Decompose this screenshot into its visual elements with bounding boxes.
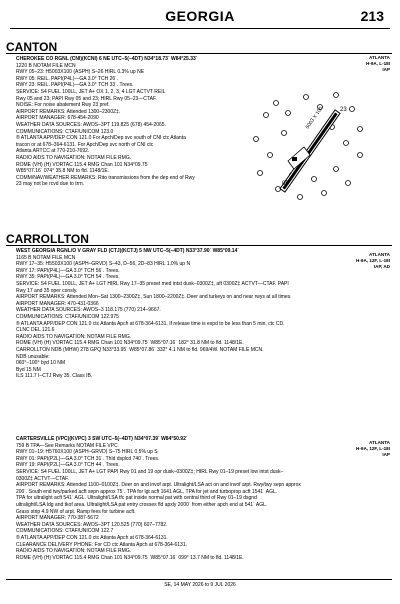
canton-line: 23 may not be rcvd due to trrn.	[16, 181, 85, 188]
carrollton-line: 1165 B NOTAM FILE MCN	[16, 254, 76, 261]
cartersville-line: ultralight/LSA ldg and tkof area. Ultralight/LSA pat entry crosses fld apxly 2000´ from either apch end at 541´ AGL.	[16, 501, 268, 508]
carrollton-line: RWY 35: PAPI(P4L)—GA 3.0° TCH 54´. Trees.	[16, 274, 120, 281]
cartersville-line: AIRPORT MANAGER: 770-387-5672	[16, 515, 99, 522]
cartersville-line: 0300Z‡ ACTVT—CTAF.	[16, 475, 69, 482]
carrollton-line: RWY 17–35: H5503X100 (ASPH–GRVD) S–43, D–56, 2D–83 HIRL 1.0% up N	[16, 261, 191, 268]
canton-line: RWY 23: REIL. PAPI(P4L)—GA 3.0° TCH 33´. Trees.	[16, 82, 134, 89]
canton-line: SERVICE: S4 FUEL 100LL, JET A+ OX 1, 2, 3, 4 LGT ACTVT REIL	[16, 88, 166, 95]
canton-line: 1220 B NOTAM FILE MCN	[16, 62, 76, 69]
canton-line: ROME (VH) (H) VORTAC 115.4 RMG Chan 101 N34°09.75´	[16, 161, 150, 168]
canton-line: tracon or at 678–364-6131. For Apch/Dep svc north of CNI ctc	[16, 141, 154, 148]
carrollton-line: Byd 15 NM	[16, 366, 41, 373]
effective-dates: SE, 14 MAY 2026 to 9 JUL 2026	[164, 582, 236, 588]
airport-entry-cherokee	[16, 56, 248, 188]
carrollton-line: Rwy 17 and 35 oper consly.	[16, 287, 78, 294]
canton-line: ® ATLANTA APP/DEP CON 121.0 For Apch/Dep svc south of CNI ctc Atlanta	[16, 135, 186, 142]
canton-line: COMMUNICATIONS: CTAF/UNICOM 123.0	[16, 128, 114, 135]
carrollton-line: WEATHER DATA SOURCES: AWOS–3 118.175 (770) 214–9667.	[16, 307, 161, 314]
cartersville-line: CARTERSVILLE (VPC)(KVPC) 3 SW UTC–5(–4DT) N34°07.39´ W84°50.92´	[16, 436, 188, 442]
carrollton-line: WEST GEORGIA RGNL/O V GRAY FLD (CTJ)(KCTJ) 5 NW UTC–5(–4DT) N33°37.90´ W85°09.14´	[16, 248, 240, 254]
cartersville-line: RADIO AIDS TO NAVIGATION: NOTAM FILE RMG.	[16, 548, 132, 555]
cartersville-line: ROME (VH) (H) VORTAC 115.4 RMG Chan 101 N34°09.75´ W85°07.16´ 099° 13.7 NM to fld. 1148/1E.	[16, 554, 244, 561]
cartersville-line: TPA for ultralight acft 541´ AGL. Ultralight/LSA tfc pat inside normal pat with central third of Rwy 01–19 dsgnd	[16, 495, 257, 502]
city-heading-canton: CANTON	[6, 40, 58, 54]
canton-line: NOISE: For noise abatement Rwy 23 pref.	[16, 102, 110, 109]
airport-entry-west-georgia	[16, 248, 366, 380]
canton-region-block	[366, 55, 390, 73]
carrollton-line: SERVICE: S4 FUEL 100LL, JET A+ LGT HIRL Rwy 17–35 preset med intst dusk–0300Z‡, aft 0300Z‡ ACTVT—CTAF. PAPI	[16, 280, 289, 287]
canton-line: W85°07.16´ 074° 35.8 NM to fld. 1148/1E.	[16, 168, 110, 175]
carrollton-line: ROME (VH) (H) VORTAC 115.4 RMG Chan 101 N34°09.75´ W85°07.16´ 182° 31.8 NM to fld. 1148/1E.	[16, 340, 244, 347]
canton-line: AIRPORT REMARKS: Attended 1300–2300Z‡.	[16, 108, 121, 115]
carrollton-region: ATLANTA	[368, 252, 390, 257]
cartersville-line: RWY 19: PAPI(P2L)—GA 3.0° TCH 44´. Trees.	[16, 462, 120, 469]
canton-region: ATLANTA	[368, 55, 390, 60]
carrollton-line: CLNC DEL 121.6	[16, 327, 55, 334]
canton-line: Rwy 05 and 23; PAPI Rwy 05 and 23; HIRL Rwy 05–23—CTAF.	[16, 95, 157, 102]
carrollton-chart: H-9A, 12F, L-18I	[356, 258, 390, 263]
canton-chart: H-9A, L-18I	[366, 61, 390, 66]
page-number: 213	[360, 8, 384, 24]
carrollton-line: RWY 17: PAPI(P4L)—GA 3.0° TCH 56´. Trees.	[16, 267, 120, 274]
cartersville-line: 759 B TPA—See Remarks NOTAM FILE VPC	[16, 442, 118, 449]
canton-line: RWY 05–23: H5003X100 (ASPH) S–26 HIRL 0.3% up NE	[16, 69, 145, 76]
canton-proc: IAP	[382, 67, 390, 72]
runway-dimensions: 5003 X 100	[304, 105, 325, 131]
header-rule	[10, 28, 390, 29]
cartersville-line: WEATHER DATA SOURCES: AWOS–3PT 120.525 (770) 607–7782.	[16, 521, 168, 528]
canton-line: WEATHER DATA SOURCES: AWOS–3PT 119.825 (678) 454-2065.	[16, 121, 166, 128]
carrollton-line: RADIO AIDS TO NAVIGATION: NOTAM FILE RMG.	[16, 333, 132, 340]
runway-label-05: 05	[282, 181, 289, 187]
cartersville-line: AIRPORT REMARKS: Attended 1100–0100Z‡. Deer on and invof arpt. Ultralight/LSA act on and invof arpt. Rwy/twy sepn approx	[16, 482, 301, 489]
cartersville-line: RWY 01–19: H5760X100 (ASPH–GRVD) S–75 HIRL 0.5% up S	[16, 449, 158, 456]
carrollton-line: AIRPORT REMARKS: Attended Mon–Sat 1300–2300Z‡, Sun 1800–2200Z‡. Deer and turkeys on and near rwys at all times.	[16, 294, 292, 301]
cartersville-region: ATLANTA	[368, 440, 390, 445]
cartersville-line: SERVICE: S4 FUEL 100LL, JET A+ LGT PAPI Rwy 01 and 19 opr dusk–0300Z‡; HIRL Rwy 01–19 preset low intst dusk–	[16, 468, 284, 475]
footer-rule	[6, 579, 392, 580]
carrollton-line: ® ATLANTA APP/DEP CON 121.0 ctc Atlanta Apch at 678-364-6131. If release time is expd to be less than 5 min, ctc CD.	[16, 320, 285, 327]
section-rule-canton	[6, 53, 392, 54]
airport-entry-cartersville	[16, 436, 366, 561]
cartersville-line: 200´. South end twy/parked acft sepn approx 75´. TPA for lgt acft 1641 AGL, TPA for jet and turboprop acft 1541´ AGL.	[16, 488, 278, 495]
carrollton-line: AIRPORT MANAGER: 470-431-0366	[16, 300, 99, 307]
section-rule-carrollton	[6, 245, 392, 246]
city-heading-carrollton: CARROLLTON	[6, 232, 89, 246]
cartersville-line: RWY 01: PAPI(P2L)—GA 3.0° TCH 31´. Thld dsplcd 740´. Trees.	[16, 455, 160, 462]
state-title: GEORGIA	[165, 8, 235, 24]
carrollton-line: COMMUNICATIONS: CTAF/UNICOM 122.975	[16, 313, 119, 320]
cartersville-proc: IAP	[382, 452, 390, 457]
carrollton-line: NDB unusable:	[16, 353, 50, 360]
cartersville-line: Grass strip 4.9 NW of arpt. Ramp fees for turbine acft.	[16, 508, 136, 515]
carrollton-proc: IAP, AD	[373, 264, 390, 269]
page-header	[0, 6, 400, 32]
runway-label-23: 23	[340, 107, 347, 113]
canton-line: RWY 05: REIL. PAPI(P4L)—GA 3.0° TCH 26´.	[16, 75, 119, 82]
airport-diagram-cherokee	[248, 85, 374, 211]
cartersville-chart: H-9A, 12F, L-18I	[356, 446, 390, 451]
carrollton-line: 060°–100° byd 10 NM	[16, 360, 66, 367]
carrollton-line: CARROLLTON NDB (MHW) 278 GPQ N33°33.95´ W85°07.86´ 332° 4.1 NM to fld. 969/4W. NOTAM FILE MCN.	[16, 346, 264, 353]
cartersville-line: COMMUNICATIONS: CTAF/UNICOM 122.7	[16, 528, 114, 535]
canton-line: RADIO AIDS TO NAVIGATION: NOTAM FILE RMG.	[16, 154, 132, 161]
canton-line: CHEROKEE CO RGNL (CNI)(KCNI) 6 NE UTC–5(–4DT) N34°18.73´ W84°25.33´	[16, 56, 198, 62]
canton-line: AIRPORT MANAGER: 678-454-2090	[16, 115, 99, 122]
cartersville-line: CLEARANCE DELIVERY PHONE: For CD ctc Atlanta Apch at 678-364-6131.	[16, 541, 188, 548]
cartersville-line: ® ATLANTA APP/DEP CON 121.0 ctc Atlanta Apch at 678-364-6131.	[16, 534, 168, 541]
carrollton-line: ILS 111.7 I–CTJ Rwy 35. Class IB.	[16, 373, 93, 380]
canton-line: COMM/NAV/WEATHER REMARKS: Rito transmissions from the dep end of Rwy	[16, 174, 195, 181]
canton-line: Atlanta ARTCC at 770-210-7692.	[16, 148, 90, 155]
